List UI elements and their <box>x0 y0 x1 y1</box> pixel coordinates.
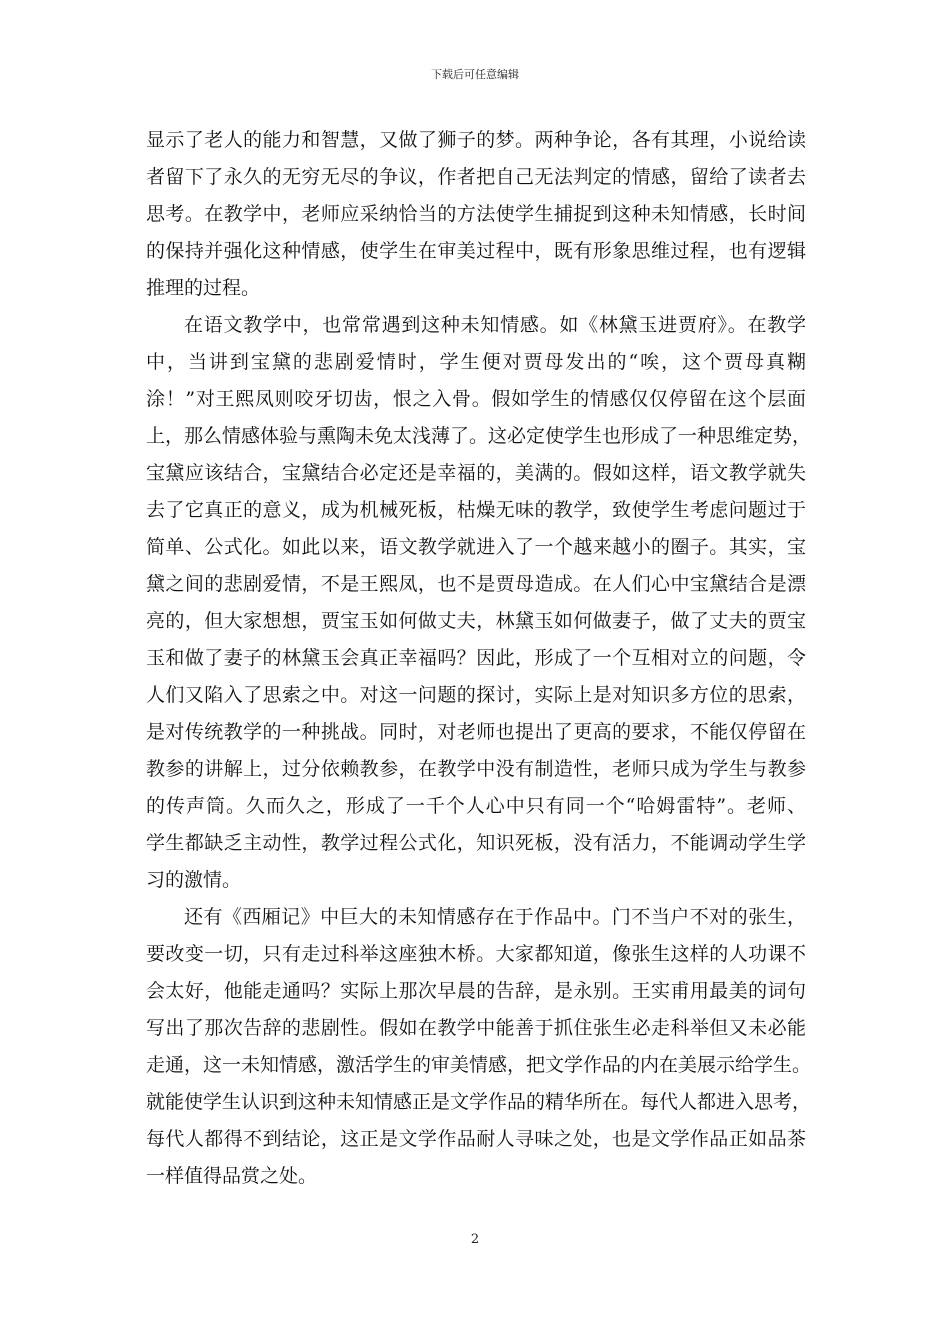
text-line: 在语文教学中，也常常遇到这种未知情感。如《林黛玉进贾府》。在教学 <box>184 314 806 336</box>
text-line: 简单、公式化。如此以来，语文教学就进入了一个越来越小的圈子。其实，宝 <box>146 536 806 558</box>
paragraph-3 <box>146 899 812 1195</box>
text-line: 玉和做了妻子的林黛玉会真正幸福吗？因此，形成了一个互相对立的问题，令 <box>146 647 806 669</box>
text-line: 学生都缺乏主动性，教学过程公式化，知识死板，没有活力，不能调动学生学 <box>146 832 806 854</box>
text-line: 中，当讲到宝黛的悲剧爱情时，学生便对贾母发出的“唉，这个贾母真糊 <box>146 351 806 373</box>
text-line: 者留下了永久的无穷无尽的争议，作者把自己无法判定的情感，留给了读者去 <box>146 166 806 188</box>
page-number: 2 <box>470 1232 480 1247</box>
text-line: 显示了老人的能力和智慧，又做了狮子的梦。两种争论，各有其理，小说给读 <box>146 129 806 151</box>
text-line: 亮的，但大家想想，贾宝玉如何做丈夫，林黛玉如何做妻子，做了丈夫的贾宝 <box>146 610 806 632</box>
text-line: 上，那么情感体验与熏陶未免太浅薄了。这必定使学生也形成了一种思维定势， <box>146 425 812 447</box>
text-line: 人们又陷入了思索之中。对这一问题的探讨，实际上是对知识多方位的思索， <box>146 684 806 706</box>
page-header: 下载后可任意编辑 <box>431 68 519 81</box>
text-line: 思考。在教学中，老师应采纳恰当的方法使学生捕捉到这种未知情感，长时间 <box>146 203 806 225</box>
text-line: 去了它真正的意义，成为机械死板，枯燥无味的教学，致使学生考虑问题过于 <box>146 499 806 521</box>
document-body <box>146 122 812 1195</box>
text-line: 黛之间的悲剧爱情，不是王熙凤，也不是贾母造成。在人们心中宝黛结合是漂 <box>146 573 806 595</box>
text-line: 是对传统教学的一种挑战。同时，对老师也提出了更高的要求，不能仅停留在 <box>146 721 806 743</box>
text-line: 宝黛应该结合，宝黛结合必定还是幸福的，美满的。假如这样，语文教学就失 <box>146 462 806 484</box>
text-line: 要改变一切，只有走过科举这座独木桥。大家都知道，像张生这样的人功课不 <box>146 943 806 965</box>
text-line: 习的激情。 <box>146 869 242 891</box>
paragraph-1 <box>146 122 806 307</box>
text-line: 的保持并强化这种情感，使学生在审美过程中，既有形象思维过程，也有逻辑 <box>146 240 806 262</box>
text-line: 涂！”对王熙凤则咬牙切齿，恨之入骨。假如学生的情感仅仅停留在这个层面 <box>146 388 806 410</box>
text-line: 一样值得品赏之处。 <box>146 1165 318 1187</box>
text-line: 写出了那次告辞的悲剧性。假如在教学中能善于抓住张生必走科举但又未必能 <box>146 1017 806 1039</box>
text-line: 教参的讲解上，过分依赖教参，在教学中没有制造性，老师只成为学生与教参 <box>146 758 806 780</box>
text-line: 推理的过程。 <box>146 277 261 299</box>
text-line: 就能使学生认识到这种未知情感正是文学作品的精华所在。每代人都进入思考， <box>146 1091 812 1113</box>
paragraph-2 <box>146 307 812 899</box>
text-line: 会太好，他能走通吗？实际上那次早晨的告辞，是永别。王实甫用最美的词句 <box>146 980 806 1002</box>
text-line: 还有《西厢记》中巨大的未知情感存在于作品中。门不当户不对的张生， <box>184 906 806 928</box>
text-line: 走通，这一未知情感，激活学生的审美情感，把文学作品的内在美展示给学生。 <box>146 1054 812 1076</box>
text-line: 的传声筒。久而久之，形成了一千个人心中只有同一个“哈姆雷特”。老师、 <box>146 795 806 817</box>
text-line: 每代人都得不到结论，这正是文学作品耐人寻味之处，也是文学作品正如品茶 <box>146 1128 806 1150</box>
